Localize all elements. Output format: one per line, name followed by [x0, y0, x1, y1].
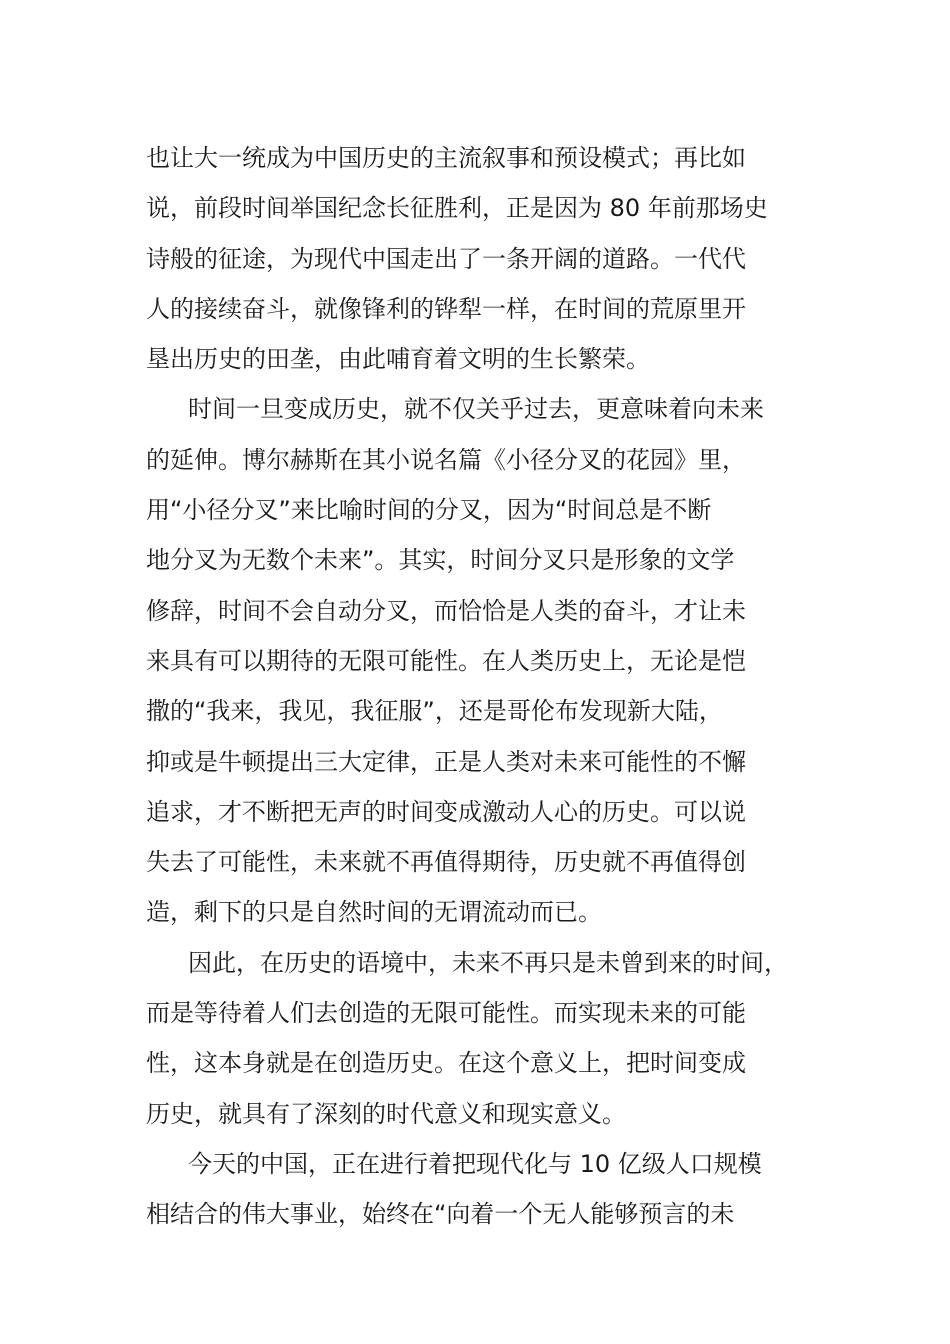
text-line: 用“小径分叉”来比喻时间的分叉，因为“时间总是不断: [146, 496, 712, 525]
text-line: 性，这本身就是在创造历史。在这个意义上，把时间变成: [146, 1049, 746, 1078]
paragraph-first-line: 今天的中国，正在进行着把现代化与 10 亿级人口规模: [188, 1149, 762, 1178]
text-line: 诗般的征途，为现代中国走出了一条开阔的道路。一代代: [146, 244, 746, 273]
text-line: 造，剩下的只是自然时间的无谓流动而已。: [146, 898, 602, 927]
text-line: 追求，才不断把无声的时间变成激动人心的历史。可以说: [146, 797, 746, 826]
text-line: 也让大一统成为中国历史的主流叙事和预设模式；再比如: [146, 144, 746, 172]
text-line: 而是等待着人们去创造的无限可能性。而实现未来的可能: [146, 999, 746, 1028]
text-line: 历史，就具有了深刻的时代意义和现实意义。: [146, 1099, 626, 1128]
paragraph-first-line: 因此，在历史的语境中，未来不再只是未曾到来的时间，: [188, 948, 788, 977]
text-line: 相结合的伟大事业，始终在“向着一个无人能够预言的未: [146, 1200, 735, 1229]
document-body: [146, 133, 836, 1240]
text-line: 地分叉为无数个未来”。其实，时间分叉只是形象的文学: [146, 546, 735, 575]
paragraph-first-line: 时间一旦变成历史，就不仅关乎过去，更意味着向未来: [188, 395, 764, 424]
text-line: 抑或是牛顿提出三大定律，正是人类对未来可能性的不懈: [146, 747, 746, 776]
text-line: 来具有可以期待的无限可能性。在人类历史上，无论是恺: [146, 646, 746, 675]
text-line: 说，前段时间举国纪念长征胜利，正是因为 80 年前那场史: [146, 194, 768, 223]
text-line: 垦出历史的田垄，由此哺育着文明的生长繁荣。: [146, 345, 650, 374]
text-line: 人的接续奋斗，就像锋利的铧犁一样，在时间的荒原里开: [146, 294, 746, 323]
text-line: 的延伸。博尔赫斯在其小说名篇《小径分叉的花园》里，: [146, 445, 746, 474]
text-line: 修辞，时间不会自动分叉，而恰恰是人类的奋斗，才让未: [146, 596, 746, 625]
text-line: 失去了可能性，未来就不再值得期待，历史就不再值得创: [146, 848, 746, 877]
text-line: 撒的“我来，我见，我征服”，还是哥伦布发现新大陆，: [146, 697, 723, 726]
